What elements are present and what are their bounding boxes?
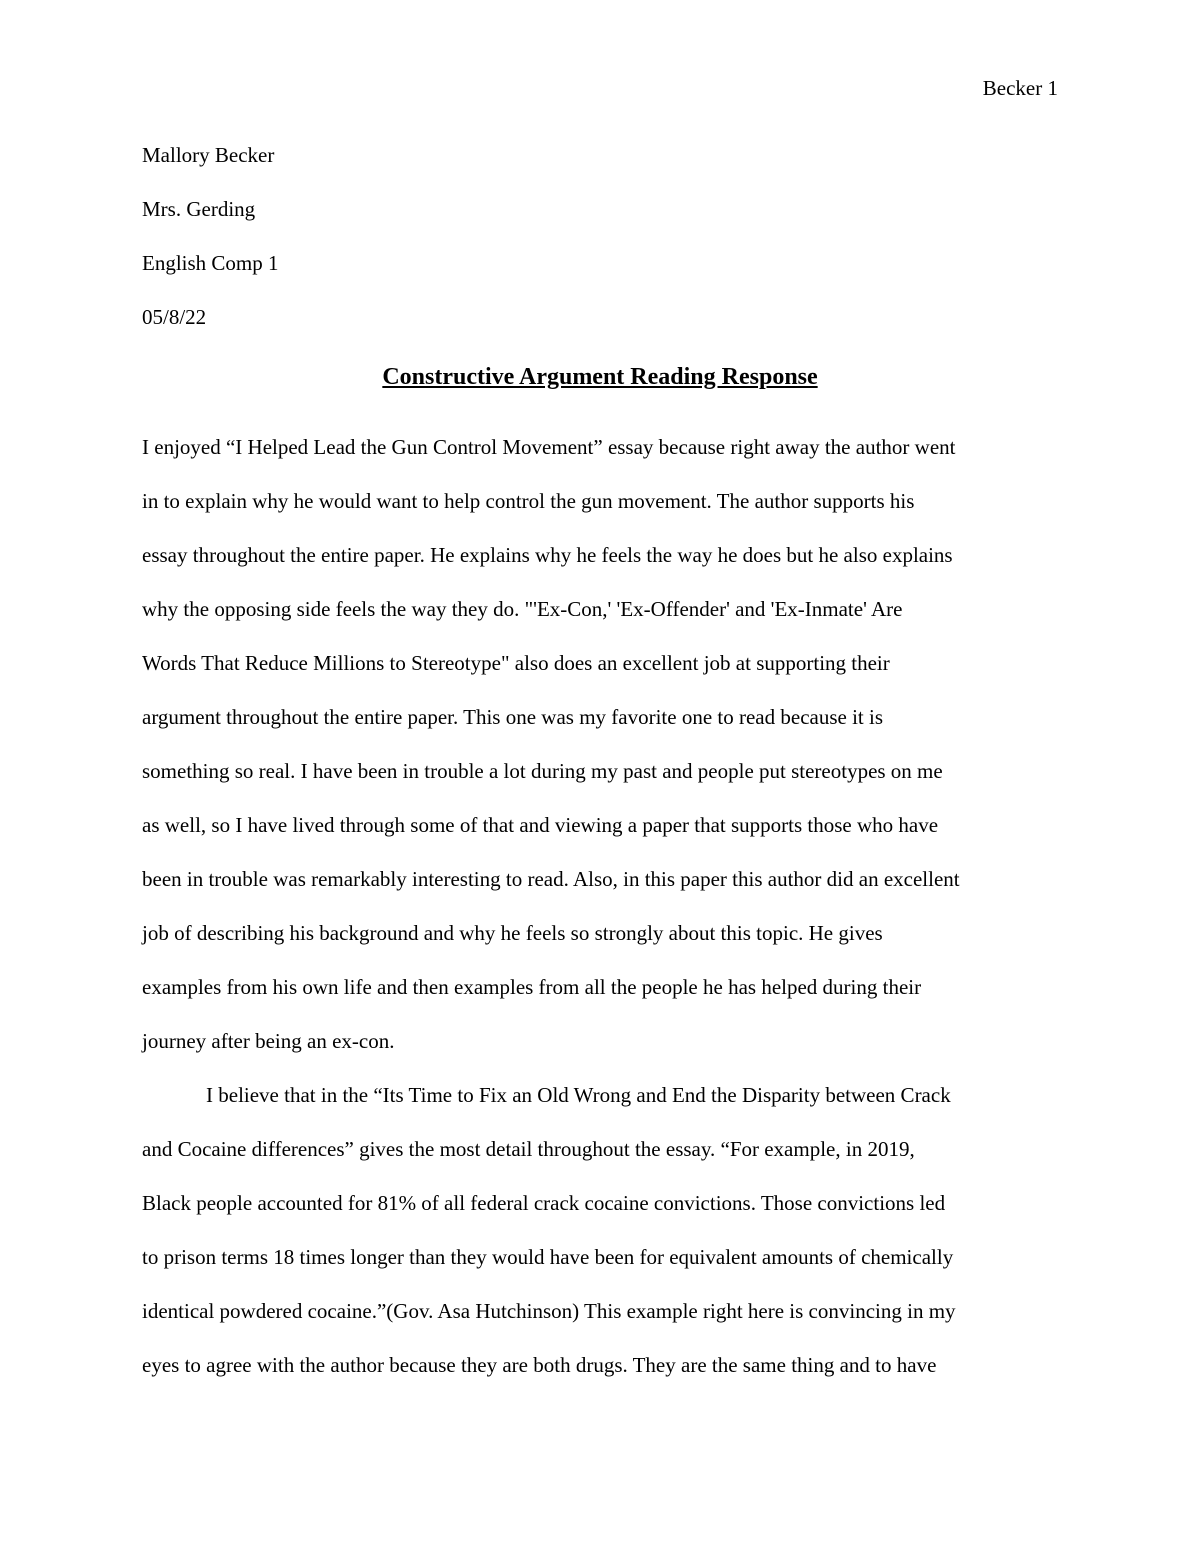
running-head: Becker 1 — [982, 76, 1058, 100]
body-line: I enjoyed “I Helped Lead the Gun Control Movement” essay because right away the author went — [142, 435, 956, 459]
body-line: argument throughout the entire paper. This one was my favorite one to read because it is — [142, 705, 884, 729]
body-line: as well, so I have lived through some of that and viewing a paper that supports those who have — [142, 813, 939, 837]
body-line: job of describing his background and why he feels so strongly about this topic. He gives — [142, 921, 883, 945]
body-line: been in trouble was remarkably interesting to read. Also, in this paper this author did an excellent — [142, 867, 960, 891]
document-date: 05/8/22 — [142, 305, 207, 329]
instructor-name: Mrs. Gerding — [142, 197, 256, 221]
mla-heading — [142, 142, 1058, 358]
body-line: essay throughout the entire paper. He explains why he feels the way he does but he also explains — [142, 543, 953, 567]
body-line: and Cocaine differences” gives the most detail throughout the essay. “For example, in 2019, — [142, 1137, 915, 1161]
body-text — [142, 420, 1062, 1392]
body-line: Words That Reduce Millions to Stereotype" also does an excellent job at supporting their — [142, 651, 890, 675]
body-line: I believe that in the “Its Time to Fix an Old Wrong and End the Disparity between Crack — [206, 1083, 951, 1107]
student-name: Mallory Becker — [142, 143, 275, 167]
body-line: examples from his own life and then examples from all the people he has helped during their — [142, 975, 922, 999]
body-line: journey after being an ex-con. — [142, 1029, 395, 1053]
body-line: to prison terms 18 times longer than they would have been for equivalent amounts of chemically — [142, 1245, 954, 1269]
document-title: Constructive Argument Reading Response — [382, 364, 818, 390]
body-line: in to explain why he would want to help control the gun movement. The author supports his — [142, 489, 915, 513]
body-line: Black people accounted for 81% of all federal crack cocaine convictions. Those convictions led — [142, 1191, 946, 1215]
course-name: English Comp 1 — [142, 251, 279, 275]
body-line: why the opposing side feels the way they do. "'Ex-Con,' 'Ex-Offender' and 'Ex-Inmate' Are — [142, 597, 903, 621]
body-line: identical powdered cocaine.”(Gov. Asa Hutchinson) This example right here is convincing in my — [142, 1299, 956, 1323]
body-line: something so real. I have been in trouble a lot during my past and people put stereotypes on me — [142, 759, 943, 783]
body-line: eyes to agree with the author because they are both drugs. They are the same thing and to have — [142, 1353, 937, 1377]
